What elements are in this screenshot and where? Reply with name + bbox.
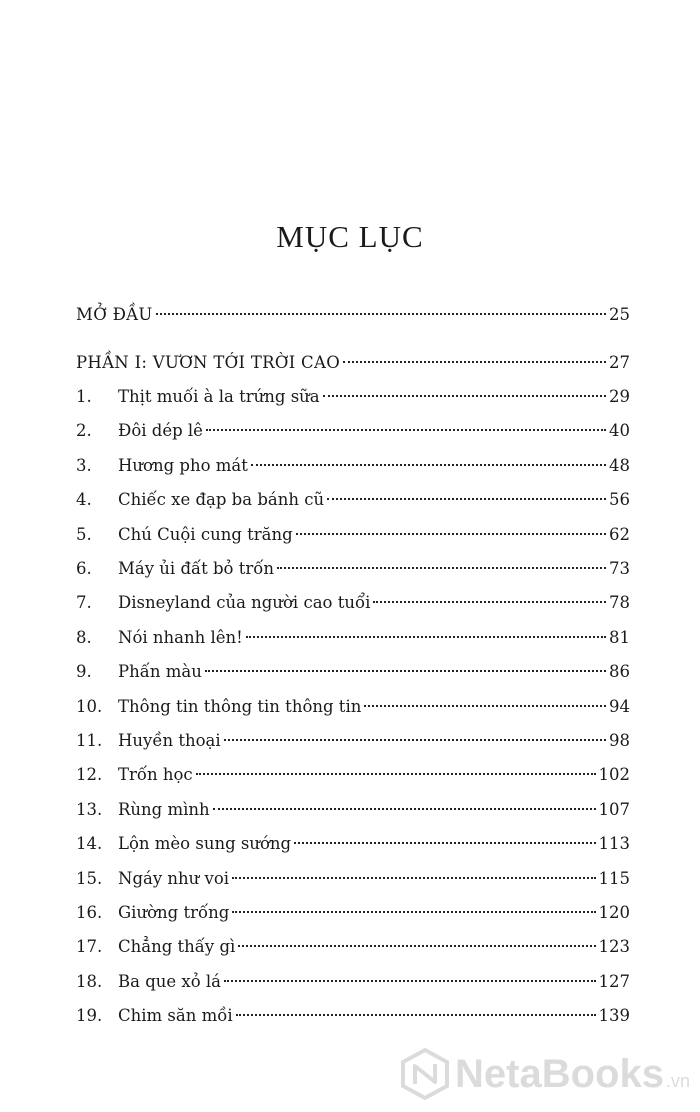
netabooks-logo-icon (399, 1048, 451, 1100)
watermark-brand: NetaBooks (455, 1051, 664, 1096)
toc-entry-row (76, 588, 630, 618)
dot-leader (323, 395, 606, 397)
toc-entry-title: PHẦN I: VƯƠN TỚI TRỜI CAO (76, 353, 341, 372)
toc-entry-number: 19. (76, 1006, 103, 1026)
toc-page-number: 120 (598, 903, 630, 922)
dot-leader (373, 601, 606, 603)
toc-entry-title: Ba que xỏ lá (118, 971, 222, 991)
watermark (399, 1048, 690, 1100)
toc-entry-title: Lộn mèo sung sướng (118, 834, 292, 854)
toc-entry-row (76, 451, 630, 481)
toc-entry-title: MỞ ĐẦU (76, 305, 153, 324)
toc-entry-title: Thông tin thông tin thông tin (118, 696, 362, 716)
toc-entry-title: Ngáy như voi (118, 868, 230, 888)
toc-entry-number: 9. (76, 662, 92, 682)
toc-heading-row (76, 300, 630, 330)
dot-leader (224, 739, 606, 741)
dot-leader (224, 980, 595, 982)
toc-page-number: 107 (598, 799, 630, 819)
toc-page-number: 48 (609, 455, 630, 475)
toc-entry-row (76, 623, 630, 653)
toc-page-number: 25 (609, 305, 630, 324)
toc-entry-number: 7. (76, 593, 92, 613)
toc-entry-number: 15. (76, 868, 103, 888)
toc-page-number: 29 (609, 387, 630, 406)
toc-page-number: 27 (609, 353, 630, 372)
toc-page-number: 56 (609, 490, 630, 510)
toc-entry-number: 12. (76, 765, 103, 785)
toc-entry-number: 3. (76, 455, 92, 475)
toc-entry-row (76, 864, 630, 894)
toc-page-number: 113 (598, 834, 630, 854)
toc-entry-number: 10. (76, 696, 103, 716)
dot-leader (364, 705, 606, 707)
toc-entry-row (76, 554, 630, 584)
toc-entry-row (76, 726, 630, 756)
dot-leader (213, 808, 596, 810)
toc-page-number: 98 (609, 731, 630, 750)
toc-heading-row (76, 348, 630, 378)
toc-entry-title: Chiếc xe đạp ba bánh cũ (118, 490, 325, 510)
toc-page-number: 139 (598, 1006, 630, 1026)
toc-entry-title: Chẳng thấy gì (118, 937, 236, 957)
toc-page-number: 73 (609, 559, 630, 578)
toc-entry-row (76, 829, 630, 859)
toc-page-number: 115 (598, 868, 630, 888)
toc-entry-row (76, 967, 630, 997)
toc-entry-title: Chú Cuội cung trăng (118, 524, 293, 544)
toc-entry-number: 1. (76, 387, 92, 406)
toc-entry-row (76, 416, 630, 446)
toc-entry-row (76, 485, 630, 515)
dot-leader (205, 670, 606, 672)
toc-entry-number: 13. (76, 799, 103, 819)
toc-entry-row (76, 760, 630, 790)
toc-entry-number: 2. (76, 421, 92, 441)
toc-entry-number: 11. (76, 731, 103, 750)
dot-leader (156, 313, 606, 315)
toc-page-number: 123 (598, 937, 630, 957)
page-title: MỤC LỤC (276, 218, 424, 254)
toc-entry-number: 14. (76, 834, 103, 854)
dot-leader (251, 464, 606, 466)
toc-entry-number: 8. (76, 627, 92, 647)
toc-entry-title: Máy ủi đất bỏ trốn (118, 559, 274, 578)
toc-entry-number: 18. (76, 971, 103, 991)
toc-page-number: 40 (609, 421, 630, 441)
toc-entry-number: 17. (76, 937, 103, 957)
dot-leader (246, 636, 606, 638)
toc-page-number: 81 (609, 627, 630, 647)
dot-leader (343, 361, 606, 363)
dot-leader (196, 773, 596, 775)
toc-entry-title: Phấn màu (118, 662, 202, 682)
toc-entry-title: Disneyland của người cao tuổi (118, 593, 371, 613)
toc-entry-row (76, 382, 630, 412)
toc-entry-number: 4. (76, 490, 92, 510)
toc-page-number: 102 (598, 765, 630, 785)
toc-entry-title: Thịt muối à la trứng sữa (118, 387, 320, 406)
toc-page-number: 78 (609, 593, 630, 613)
watermark-suffix: .vn (665, 1071, 690, 1091)
dot-leader (277, 567, 606, 569)
toc-entry-title: Rùng mình (118, 799, 210, 819)
dot-leader (296, 533, 606, 535)
toc-entry-row (76, 520, 630, 550)
toc-entry-title: Huyền thoại (118, 731, 221, 750)
dot-leader (232, 911, 595, 913)
toc-entry-row (76, 898, 630, 928)
dot-leader (294, 842, 595, 844)
toc-entry-row (76, 692, 630, 722)
toc-entry-title: Trốn học (118, 765, 193, 785)
toc-page-number: 127 (598, 971, 630, 991)
dot-leader (327, 498, 606, 500)
toc-entry-title: Hương pho mát (118, 455, 248, 475)
dot-leader (232, 877, 595, 879)
toc-entry-title: Chim săn mồi (118, 1006, 233, 1026)
toc-entry-row (76, 657, 630, 687)
toc-entry-row (76, 932, 630, 962)
toc-page-number: 86 (609, 662, 630, 682)
toc-entry-title: Nói nhanh lên! (118, 627, 243, 647)
dot-leader (206, 429, 606, 431)
toc-entry-row (76, 1001, 630, 1031)
dot-leader (236, 1014, 596, 1016)
toc-entry-title: Giường trống (118, 903, 230, 922)
toc-entry-number: 5. (76, 524, 92, 544)
toc-entry-row (76, 795, 630, 825)
dot-leader (238, 945, 595, 947)
toc-entry-title: Đôi dép lê (118, 421, 203, 441)
toc-page-number: 62 (609, 524, 630, 544)
toc-entry-number: 6. (76, 559, 92, 578)
toc-page-number: 94 (609, 696, 630, 716)
toc-entry-number: 16. (76, 903, 103, 922)
